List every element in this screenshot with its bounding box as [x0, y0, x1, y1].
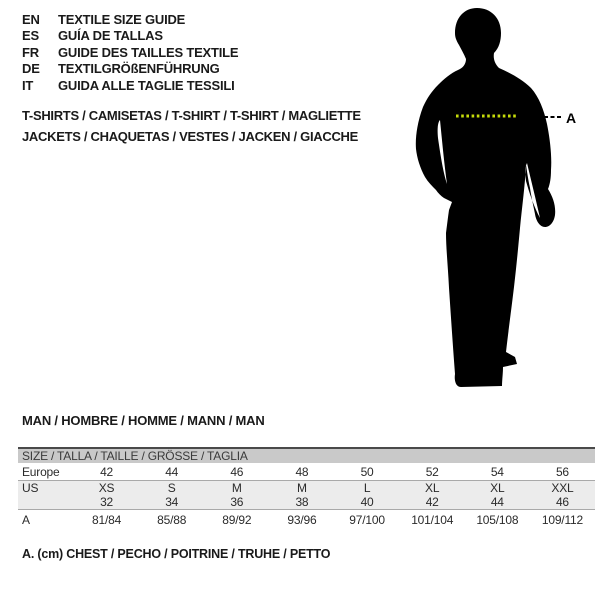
- size-table-cell: 93/96: [287, 512, 317, 527]
- language-guide-title: GUIDE DES TAILLES TEXTILE: [58, 44, 239, 60]
- size-table-cell: 34: [165, 495, 179, 509]
- size-table-cell: M: [297, 481, 307, 495]
- size-table-cell: XS: [98, 481, 115, 495]
- size-table: [18, 447, 595, 529]
- language-guide-title: TEXTILE SIZE GUIDE: [58, 12, 186, 27]
- category-line: T-SHIRTS / CAMISETAS / T-SHIRT / T-SHIRT / MAGLIETTE: [22, 108, 361, 123]
- size-table-cell: M: [231, 481, 242, 495]
- size-table-cell: 50: [360, 464, 374, 479]
- language-guide-title: TEXTILGRÖßENFÜHRUNG: [58, 61, 220, 77]
- size-table-cell: 101/104: [411, 512, 454, 527]
- size-table-row-label: US: [22, 481, 39, 495]
- language-code: DE: [22, 61, 40, 77]
- size-table-row-label: A: [22, 512, 30, 527]
- size-table-cell: 105/108: [476, 512, 519, 527]
- size-table-cell: 36: [230, 495, 244, 509]
- language-code: EN: [22, 12, 40, 27]
- size-table-cell: 32: [100, 495, 114, 509]
- size-table-row: [18, 463, 595, 481]
- size-table-cell: XL: [425, 481, 440, 495]
- size-table-cell: XL: [490, 481, 505, 495]
- size-table-cell: XXL: [551, 481, 574, 495]
- section-heading-man: MAN / HOMBRE / HOMME / MANN / MAN: [22, 413, 265, 428]
- size-table-cell: 85/88: [157, 512, 187, 527]
- language-guide-title: GUÍA DE TALLAS: [58, 28, 163, 44]
- category-line: JACKETS / CHAQUETAS / VESTES / JACKEN / GIACCHE: [22, 129, 358, 144]
- size-table-cell: 46: [555, 495, 569, 509]
- language-code: FR: [22, 44, 39, 60]
- size-table-cell: 40: [360, 495, 374, 509]
- language-guide-title: GUIDA ALLE TAGLIE TESSILI: [58, 77, 235, 93]
- language-code: ES: [22, 28, 39, 44]
- size-table-cell: 46: [230, 464, 244, 479]
- size-table-header: SIZE / TALLA / TAILLE / GRÖSSE / TAGLIA: [18, 447, 595, 463]
- size-table-cell: 89/92: [222, 512, 252, 527]
- measurement-footnote: A. (cm) CHEST / PECHO / POITRINE / TRUHE / PETTO: [22, 547, 331, 561]
- size-table-cell: 44: [165, 464, 179, 479]
- size-table-cell: 56: [555, 464, 569, 479]
- size-table-cell: 97/100: [349, 512, 385, 527]
- size-table-row: [18, 481, 595, 495]
- size-table-cell: 42: [100, 464, 114, 479]
- size-table-cell: 109/112: [541, 512, 583, 527]
- measure-label-a: A: [566, 110, 577, 126]
- language-code: IT: [22, 77, 34, 93]
- size-table-cell: S: [167, 481, 176, 495]
- size-table-cell: 54: [490, 464, 504, 479]
- size-table-row: [18, 495, 595, 510]
- man-silhouette: [416, 8, 555, 387]
- size-table-cell: 42: [425, 495, 439, 509]
- size-table-row-label: Europe: [22, 464, 60, 479]
- size-table-body: [18, 463, 595, 529]
- size-table-cell: 52: [425, 464, 439, 479]
- size-table-row: [18, 510, 595, 529]
- size-table-cell: 44: [490, 495, 504, 509]
- size-table-cell: 38: [295, 495, 309, 509]
- size-table-cell: L: [363, 481, 371, 495]
- size-table-cell: 81/84: [92, 512, 122, 527]
- size-table-cell: 48: [295, 464, 309, 479]
